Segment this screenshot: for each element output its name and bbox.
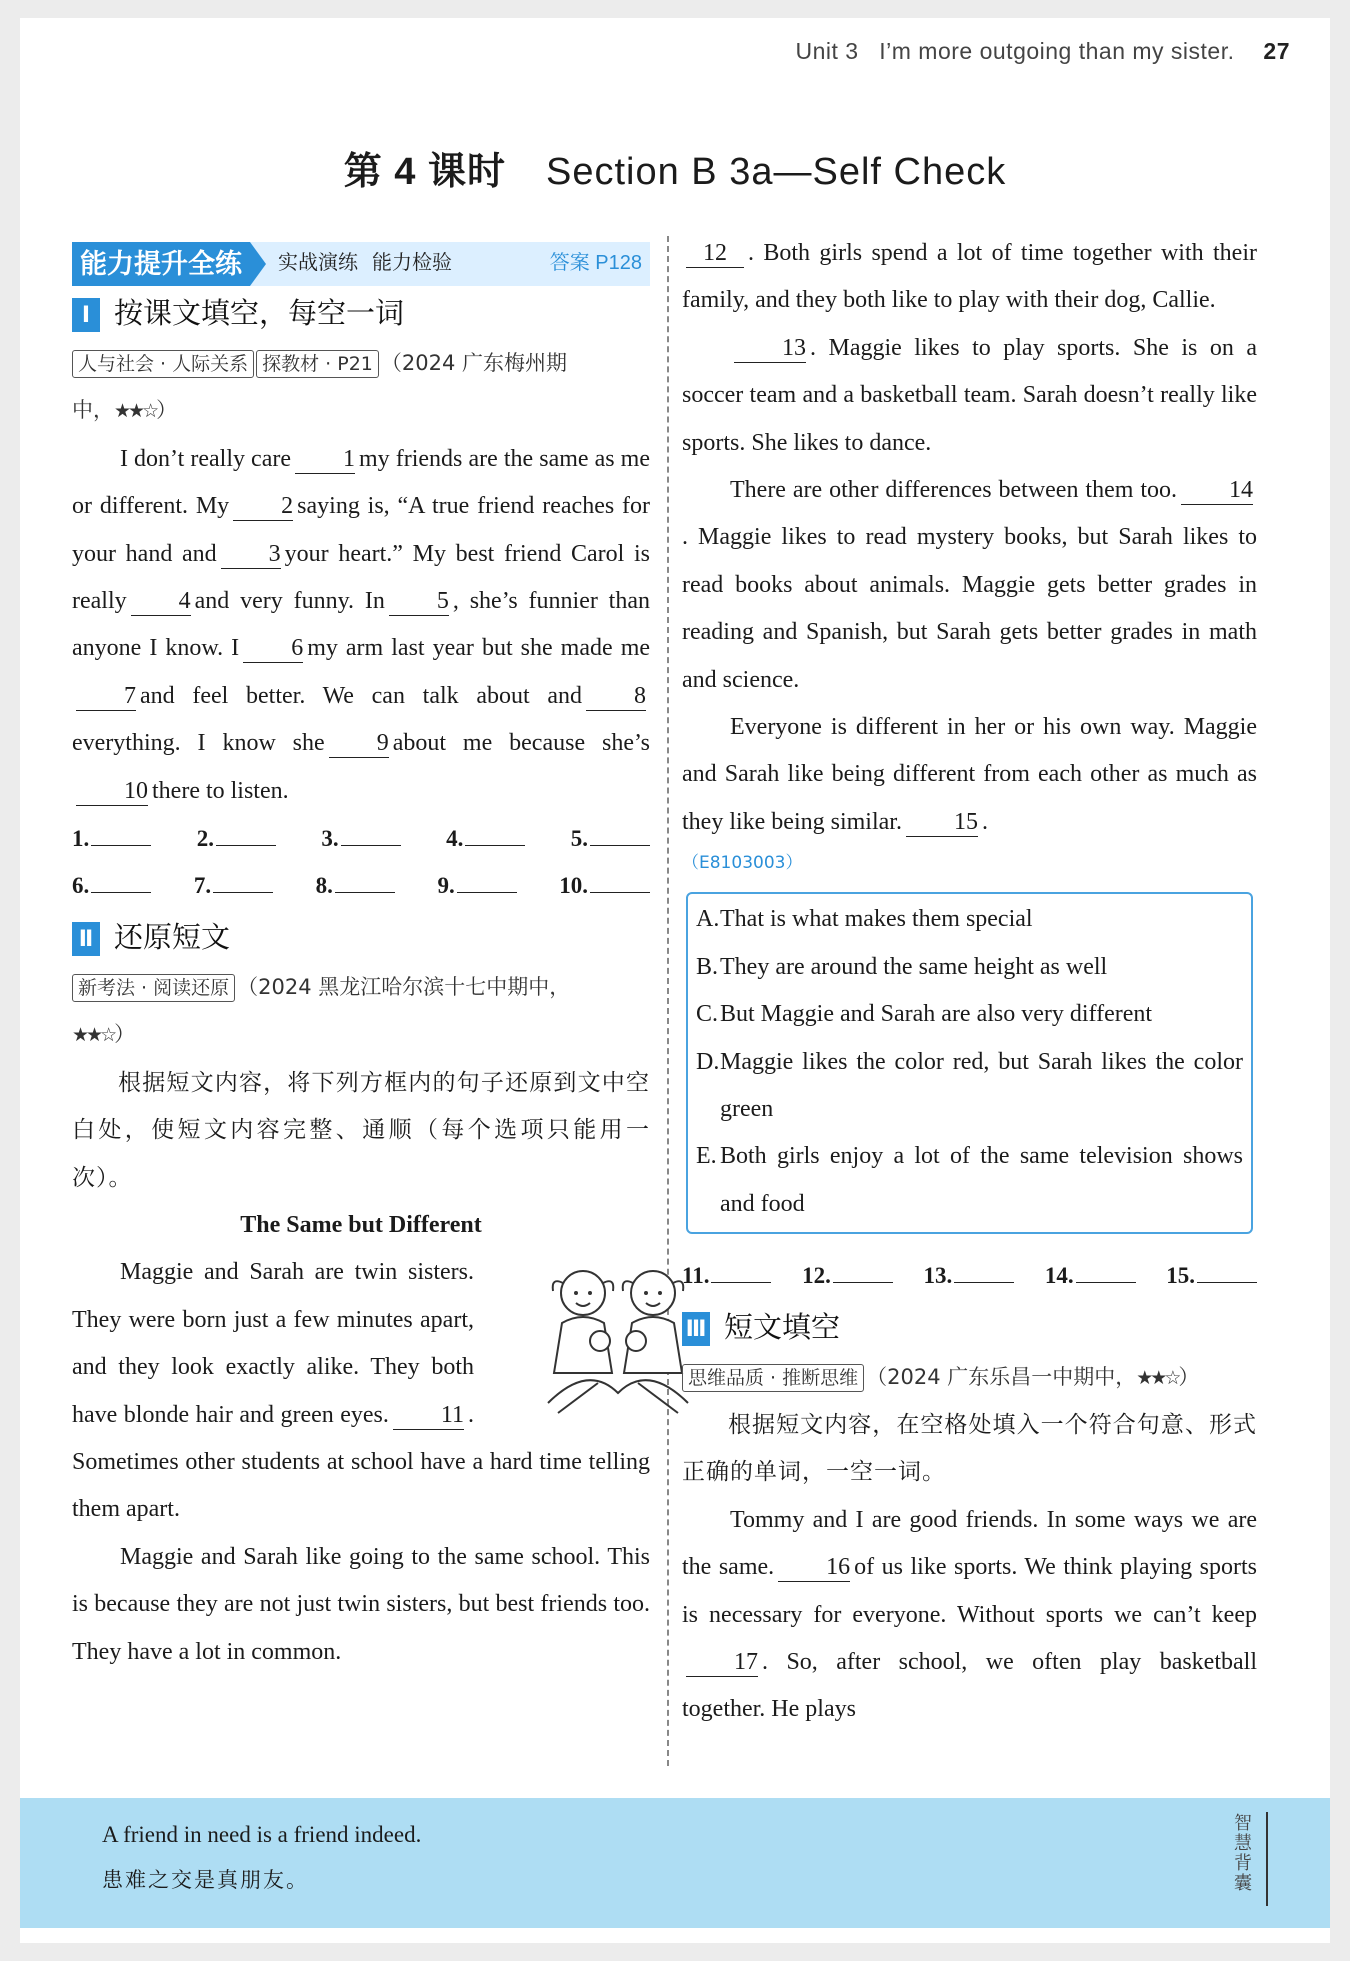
answer-line-5[interactable] [571, 815, 650, 862]
option-e[interactable] [696, 1133, 1243, 1228]
text: Tommy and I are good friends. In some ways we are the same. [682, 1506, 1257, 1581]
blank-10[interactable]: 10 [76, 777, 148, 806]
answer-label: 11. [682, 1263, 710, 1289]
text: . Maggie likes to read mystery books, but Sarah likes to read books about animals. Maggie gets better grades in reading and Spanish, but Sarah gets better grades in math and science. [682, 524, 1257, 693]
part1-passage [72, 436, 650, 815]
answer-line-12[interactable] [802, 1252, 893, 1299]
options-box [686, 892, 1253, 1234]
part3-number: Ⅲ [682, 1312, 710, 1346]
difficulty-stars-icon: ★★☆ [1136, 1366, 1179, 1389]
part2-number: Ⅱ [72, 922, 100, 956]
wisdom-label: 智慧背囊 [1234, 1813, 1252, 1894]
part2-instruction: 根据短文内容，将下列方框内的句子还原到文中空白处，使短文内容完整、通顺（每个选项只能用一次）。 [72, 1069, 650, 1191]
blank-5[interactable]: 5 [389, 587, 449, 616]
difficulty-stars-icon: ★★☆ [114, 400, 157, 423]
part1-answer-row-2 [72, 862, 650, 909]
text: . Sometimes other students at school have a hard time telling them apart. [72, 1401, 650, 1523]
answer-line-7[interactable] [194, 862, 273, 909]
part2-source-end: ） [114, 1022, 136, 1047]
blank-16[interactable]: 16 [778, 1553, 850, 1582]
option-key: E. [696, 1143, 717, 1170]
option-text: But Maggie and Sarah are also very different [720, 1001, 1153, 1028]
text: about me because she’s [392, 730, 651, 757]
proverb-footer [20, 1798, 1330, 1928]
answer-line-1[interactable] [72, 815, 151, 862]
part2-paragraph-3 [682, 325, 1257, 467]
answer-label: 15. [1166, 1263, 1195, 1289]
question-code [682, 846, 1257, 878]
option-a[interactable] [696, 896, 1243, 943]
part3-title: 短文填空 [724, 1311, 841, 1344]
code-text: （E8103003） [682, 853, 803, 874]
answer-line-11[interactable] [682, 1252, 771, 1299]
answer-label: 2. [196, 826, 214, 852]
part3-source-end: ） [1178, 1364, 1200, 1389]
text: my arm last year but she made me [307, 635, 651, 662]
part2-heading [72, 916, 650, 962]
header-subtitle: I’m more outgoing than my sister. [879, 38, 1235, 64]
option-key: C. [696, 1001, 719, 1028]
section-label: Section B 3a—Self Check [546, 151, 1007, 193]
text: Maggie and Sarah are twin sisters. They were born just a few minutes apart, and they look exactly alike. They both have blonde hair and green eyes. [72, 1259, 474, 1428]
text: I don’t really care [120, 445, 292, 472]
blank-4[interactable]: 4 [131, 587, 191, 616]
proverb-english: A friend in need is a friend indeed. [102, 1822, 422, 1847]
answer-line-3[interactable] [321, 815, 400, 862]
part3-meta [682, 1354, 1257, 1402]
option-d[interactable] [696, 1039, 1243, 1134]
part2-meta [72, 964, 650, 1060]
part3-tag: 思维品质 · 推断思维 [682, 1364, 864, 1392]
option-key: B. [696, 953, 719, 980]
text: of us like sports. We think playing sports is necessary for everyone. Without sports we can’t keep [682, 1554, 1257, 1628]
option-c[interactable] [696, 991, 1243, 1038]
blank-6[interactable]: 6 [243, 634, 303, 663]
part2-paragraph-4 [682, 467, 1257, 704]
blank-17[interactable]: 17 [686, 1648, 758, 1677]
blank-3[interactable]: 3 [221, 540, 281, 569]
answer-line-2[interactable] [197, 815, 276, 862]
text: and feel better. We can talk about and [140, 682, 582, 709]
header-unit: Unit 3 [795, 38, 859, 64]
banner-title: 能力提升全练 [72, 242, 250, 286]
answer-label: 14. [1044, 1263, 1074, 1289]
part2-paragraph-2 [72, 1534, 650, 1676]
part1-tag-2: 探教材 · P21 [256, 350, 379, 378]
part2-title: 还原短文 [114, 922, 231, 955]
answer-label: 6. [72, 873, 90, 899]
running-header [795, 38, 1290, 65]
blank-8[interactable]: 8 [586, 682, 646, 711]
part1-heading [72, 292, 650, 338]
banner-sub2: 能力检验 [372, 252, 452, 275]
right-column [682, 230, 1257, 1734]
text: everything. I know she [72, 730, 325, 757]
part1-meta [72, 340, 650, 436]
part3-heading [682, 1306, 1257, 1352]
blank-12[interactable]: 12 [686, 239, 744, 268]
part2-answer-row [682, 1252, 1257, 1299]
option-text: That is what makes them special [720, 906, 1033, 933]
answer-label: 13. [923, 1263, 953, 1289]
difficulty-stars-icon: ★★☆ [72, 1024, 115, 1047]
left-column [72, 228, 650, 1676]
column-divider [667, 236, 669, 1766]
text: There are other differences between them too. [730, 477, 1177, 504]
part1-number: Ⅰ [72, 298, 100, 332]
part3-source: （2024 广东乐昌一中期中， [866, 1364, 1137, 1389]
blank-13[interactable]: 13 [734, 334, 806, 363]
text: my friends are the same as me or different. My [72, 445, 650, 520]
answer-label: 9. [437, 873, 455, 899]
blank-14[interactable]: 14 [1181, 476, 1253, 505]
blank-2[interactable]: 2 [233, 492, 293, 521]
text: saying is, “A true friend reaches for your hand and [72, 493, 650, 567]
part1-title: 按课文填空，每空一词 [114, 298, 405, 331]
answer-label: 1. [72, 826, 90, 852]
answer-line-13[interactable] [923, 1252, 1014, 1299]
blank-9[interactable]: 9 [329, 729, 389, 758]
answer-line-10[interactable] [559, 862, 650, 909]
blank-11[interactable]: 11 [393, 1401, 464, 1430]
part2-source: （2024 黑龙江哈尔滨十七中期中， [237, 974, 571, 999]
option-text: Maggie likes the color red, but Sarah likes the color green [720, 1048, 1243, 1122]
answer-label: 7. [193, 873, 212, 899]
part3-instruction: 根据短文内容，在空格处填入一个符合句意、形式正确的单词，一空一词。 [682, 1411, 1257, 1486]
answer-page-ref: 答案 P128 [549, 252, 642, 275]
answer-label: 3. [321, 826, 339, 852]
option-key: D. [696, 1048, 720, 1075]
answer-label: 10. [559, 873, 588, 899]
answer-line-6[interactable] [72, 862, 151, 909]
part1-source: （2024 广东梅州期 [380, 351, 568, 375]
answer-line-14[interactable] [1045, 1252, 1136, 1299]
banner-sub1: 实战演练 [278, 252, 358, 275]
option-text: They are around the same height as well [720, 953, 1108, 980]
part1-source-cont: 中， [72, 398, 114, 423]
part2-paragraph-1 [72, 1249, 650, 1533]
answer-label: 5. [570, 826, 588, 852]
answer-line-15[interactable] [1166, 1252, 1257, 1299]
text: Everyone is different in her or his own way. Maggie and Sarah like being different from each other as much as they like being similar. [682, 714, 1257, 835]
answer-line-4[interactable] [446, 815, 525, 862]
part2-paragraph-5 [682, 704, 1257, 846]
text: . Maggie likes to play sports. She is on a soccer team and a basketball team. Sarah doesn’t really like sports. She likes to dance. [682, 334, 1257, 456]
answer-label: 12. [802, 1263, 831, 1289]
text: there to listen. [152, 777, 289, 804]
text: . Both girls spend a lot of time together with their family, and they both like to play with their dog, Callie. [682, 240, 1257, 314]
option-text: Both girls enjoy a lot of the same television shows and food [720, 1143, 1243, 1217]
text: and very funny. In [194, 588, 385, 615]
blank-7[interactable]: 7 [76, 682, 136, 711]
answer-label: 4. [446, 826, 464, 852]
page-title [0, 140, 1350, 195]
part1-answer-row-1 [72, 815, 650, 862]
text: your heart.” My best friend Carol is really [72, 540, 651, 615]
part1-tag-1: 人与社会 · 人际关系 [72, 350, 254, 378]
answer-label: 8. [315, 873, 333, 899]
option-key: A. [696, 906, 720, 933]
answer-line-8[interactable] [316, 862, 395, 909]
passage-title: The Same but Different [240, 1211, 482, 1238]
blank-15[interactable]: 15 [906, 808, 978, 837]
option-b[interactable] [696, 944, 1243, 991]
text: , she’s funnier than anyone I know. I [72, 588, 651, 662]
page-number: 27 [1263, 38, 1290, 64]
text: Maggie and Sarah like going to the same school. This is because they are not just twin sisters, but best friends too. They have a lot in common. [72, 1543, 650, 1665]
answer-line-9[interactable] [437, 862, 516, 909]
proverb-chinese: 患难之交是真朋友。 [102, 1868, 309, 1892]
part2-paragraph-2-cont [682, 230, 1257, 325]
part2-tag: 新考法 · 阅读还原 [72, 974, 235, 1002]
footer-rule [1266, 1812, 1268, 1906]
text: . So, after school, we often play basketball together. He plays [682, 1648, 1257, 1723]
part3-paragraph-1 [682, 1497, 1257, 1734]
part1-source-end: ） [156, 398, 178, 423]
practice-banner [72, 242, 650, 286]
text: . [981, 808, 988, 835]
lesson-label: 第 4 课时 [343, 151, 506, 193]
twin-girls-illustration [490, 1253, 650, 1433]
blank-1[interactable]: 1 [295, 445, 355, 474]
